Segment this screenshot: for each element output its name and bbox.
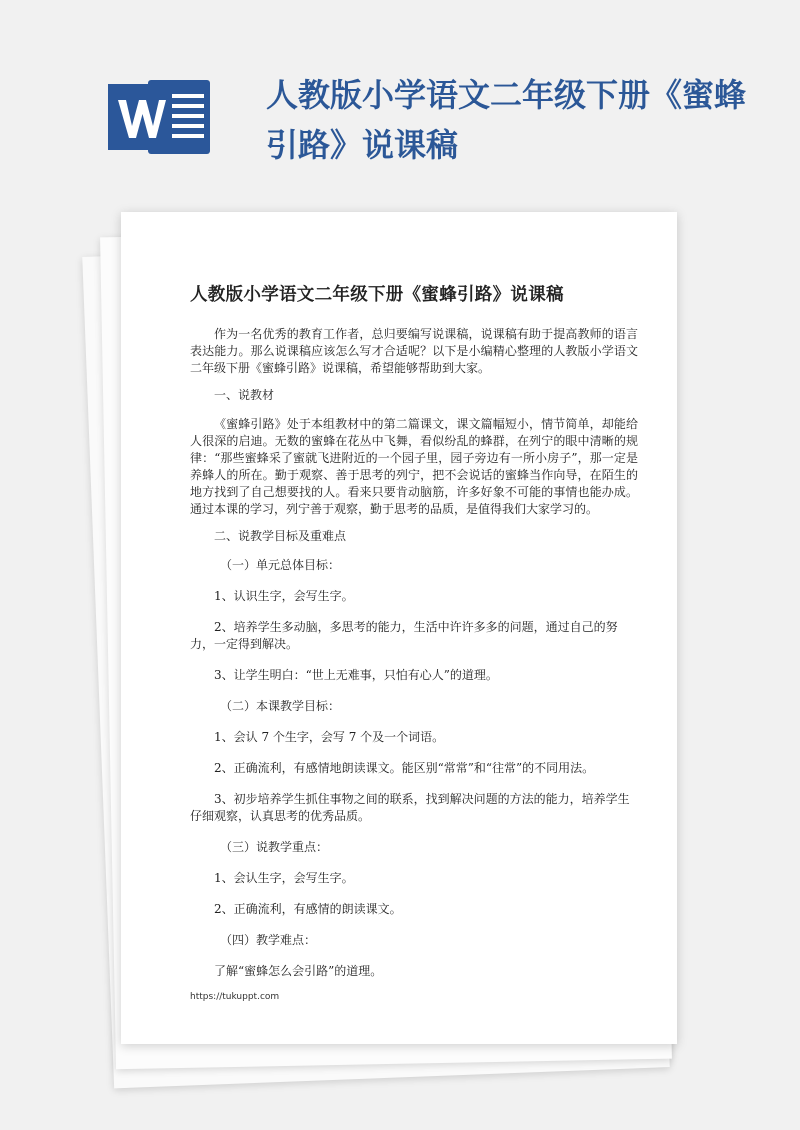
list-item: 3、让学生明白：“世上无难事，只怕有心人”的道理。 [214, 668, 498, 682]
document-body [190, 282, 638, 994]
subsection-heading: （四）教学难点： [220, 933, 317, 947]
list-item: 3、初步培养学生抓住事物之间的联系，找到解决问题的方法的能力，培养学生仔细观察，认真思考的优秀品质。 [190, 792, 630, 823]
list-item: 2、正确流利，有感情地朗读课文。能区别“常常”和“往常”的不同用法。 [214, 761, 595, 775]
list-item: 1、会认 7 个生字，会写 7 个及一个词语。 [214, 730, 445, 744]
list-item: 1、会认生字，会写生字。 [214, 871, 354, 885]
document-title: 人教版小学语文二年级下册《蜜蜂引路》说课稿 [190, 285, 564, 305]
word-document-icon [108, 76, 214, 158]
list-item: 2、正确流利，有感情的朗读课文。 [214, 902, 402, 916]
page-title: 人教版小学语文二年级下册《蜜蜂引路》说课稿 [266, 76, 747, 164]
list-item: 1、认识生字，会写生字。 [214, 589, 354, 603]
section-paragraph: 《蜜蜂引路》处于本组教材中的第二篇课文，课文篇幅短小，情节简单，却能给人很深的启迪。无数的蜜蜂在花丛中飞舞，看似纷乱的蜂群，在列宁的眼中清晰的规律：“那些蜜蜂采了蜜就飞进附近的一个园子里，园子旁边有一所小房子”，那一定是养蜂人的所在。勤于观察、善于思考的列宁，把不会说话的蜜蜂当作向导，在陌生的地方找到了自己想要找的人。看来只要肯动脑筋，许多好象不可能的事情也能办成。通过本课的学习，列宁善于观察，勤于思考的品质，是值得我们大家学习的。 [190, 417, 638, 516]
section-heading: 一、说教材 [214, 388, 275, 402]
intro-paragraph: 作为一名优秀的教育工作者，总归要编写说课稿，说课稿有助于提高教师的语言表达能力。那么说课稿应该怎么写才合适呢？以下是小编精心整理的人教版小学语文二年级下册《蜜蜂引路》说课稿，希望能够帮助到大家。 [190, 327, 638, 375]
list-item: 了解“蜜蜂怎么会引路”的道理。 [214, 964, 383, 978]
list-item: 2、培养学生多动脑，多思考的能力，生活中许许多多的问题，通过自己的努力，一定得到解决。 [190, 620, 618, 651]
subsection-heading: （三）说教学重点： [220, 840, 329, 854]
subsection-heading: （二）本课教学目标： [220, 699, 341, 713]
subsection-heading: （一）单元总体目标： [220, 558, 341, 572]
footer-url: https://tukuppt.com [190, 992, 280, 1002]
section-heading: 二、说教学目标及重难点 [214, 529, 347, 543]
